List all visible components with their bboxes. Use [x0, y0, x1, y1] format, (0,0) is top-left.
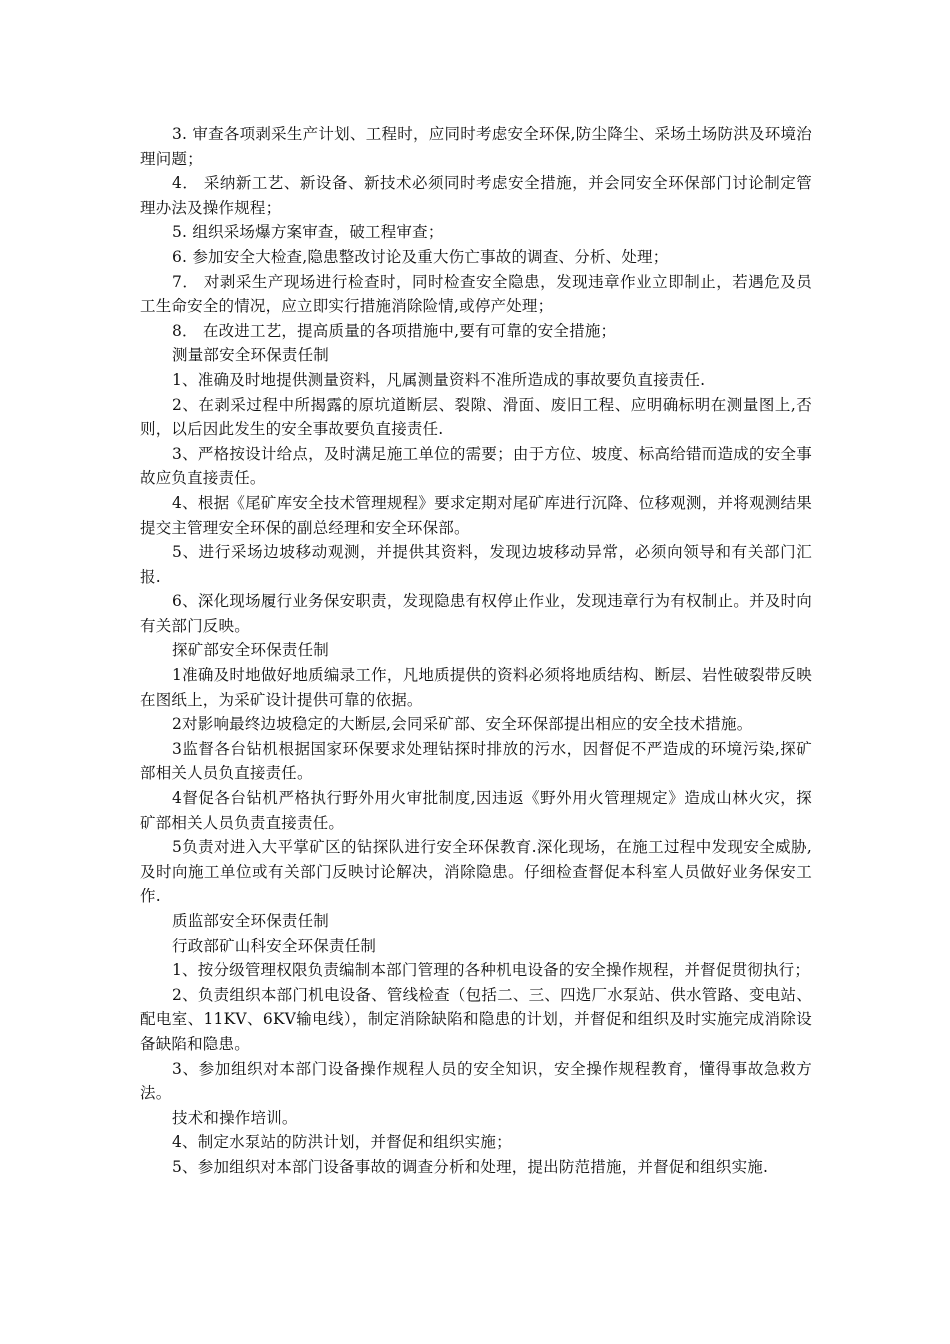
- document-body: [140, 122, 812, 1180]
- paragraph: 5. 组织采场爆方案审查，破工程审查；: [172, 223, 444, 242]
- paragraph: 5负责对进入大平掌矿区的钻探队进行安全环保教育.深化现场，在施工过程中发现安全威胁,及时向施工单位或有关部门反映讨论解决，消除隐患。仔细检查督促本科室人员做好业务保安工作.: [140, 838, 812, 906]
- section-heading: 测量部安全环保责任制: [172, 346, 330, 365]
- paragraph: 4、制定水泵站的防洪计划，并督促和组织实施；: [172, 1133, 512, 1152]
- paragraph: 2、在剥采过程中所揭露的原坑道断层、裂隙、滑面、废旧工程、应明确标明在测量图上,否则，以后因此发生的安全事故要负直接责任.: [140, 395, 812, 439]
- paragraph: 3、严格按设计给点，及时满足施工单位的需要；由于方位、坡度、标高给错而造成的安全事故应负直接责任。: [140, 444, 812, 488]
- paragraph: 2、负责组织本部门机电设备、管线检查（包括二、三、四选厂水泵站、供水管路、变电站、配电室、11KV、6KV输电线），制定消除缺陷和隐患的计划，并督促和组织及时实施完成消除设备缺陷和隐患。: [140, 985, 812, 1053]
- paragraph: 7． 对剥采生产现场进行检查时，同时检查安全隐患，发现违章作业立即制止，若遇危及员工生命安全的情况，应立即实行措施消除险情,或停产处理；: [140, 272, 812, 316]
- paragraph: 3监督各台钻机根据国家环保要求处理钻探时排放的污水，因督促不严造成的环境污染,探矿部相关人员负直接责任。: [140, 739, 812, 783]
- paragraph: 4． 采纳新工艺、新设备、新技术必须同时考虑安全措施，并会同安全环保部门讨论制定管理办法及操作规程；: [140, 174, 812, 217]
- section-heading: 探矿部安全环保责任制: [172, 641, 330, 660]
- paragraph: 1准确及时地做好地质编录工作，凡地质提供的资料必须将地质结构、断层、岩性破裂带反映在图纸上，为采矿设计提供可靠的依据。: [140, 666, 812, 709]
- paragraph: 6. 参加安全大检查,隐患整改讨论及重大伤亡事故的调查、分析、处理；: [172, 247, 669, 266]
- paragraph: 8． 在改进工艺，提高质量的各项措施中,要有可靠的安全措施；: [172, 321, 617, 340]
- section-heading: 质监部安全环保责任制: [172, 912, 330, 930]
- section-heading: 行政部矿山科安全环保责任制: [172, 936, 377, 955]
- paragraph: 3. 审查各项剥采生产计划、工程时，应同时考虑安全环保,防尘降尘、采场土场防洪及环境治理问题；: [140, 125, 812, 168]
- paragraph: 6、深化现场履行业务保安职责，发现隐患有权停止作业，发现违章行为有权制止。并及时向有关部门反映。: [140, 592, 812, 635]
- paragraph: 2对影响最终边坡稳定的大断层,会同采矿部、安全环保部提出相应的安全技术措施。: [172, 715, 753, 734]
- paragraph: 1、按分级管理权限负责编制本部门管理的各种机电设备的安全操作规程，并督促贯彻执行；: [172, 961, 811, 980]
- paragraph: 1、准确及时地提供测量资料，凡属测量资料不准所造成的事故要负直接责任.: [172, 370, 706, 389]
- paragraph: 技术和操作培训。: [172, 1108, 298, 1127]
- paragraph: 3、参加组织对本部门设备操作规程人员的安全知识，安全操作规程教育，懂得事故急救方法。: [140, 1059, 812, 1103]
- paragraph: 5、参加组织对本部门设备事故的调查分析和处理，提出防范措施，并督促和组织实施.: [172, 1157, 769, 1176]
- paragraph: 4、根据《尾矿库安全技术管理规程》要求定期对尾矿库进行沉降、位移观测，并将观测结果提交主管理安全环保的副总经理和安全环保部。: [140, 493, 812, 537]
- paragraph: 5、进行采场边坡移动观测，并提供其资料，发现边坡移动异常，必须向领导和有关部门汇报.: [140, 543, 812, 586]
- paragraph: 4督促各台钻机严格执行野外用火审批制度,因违返《野外用火管理规定》造成山林火灾，探矿部相关人员负责直接责任。: [140, 789, 812, 832]
